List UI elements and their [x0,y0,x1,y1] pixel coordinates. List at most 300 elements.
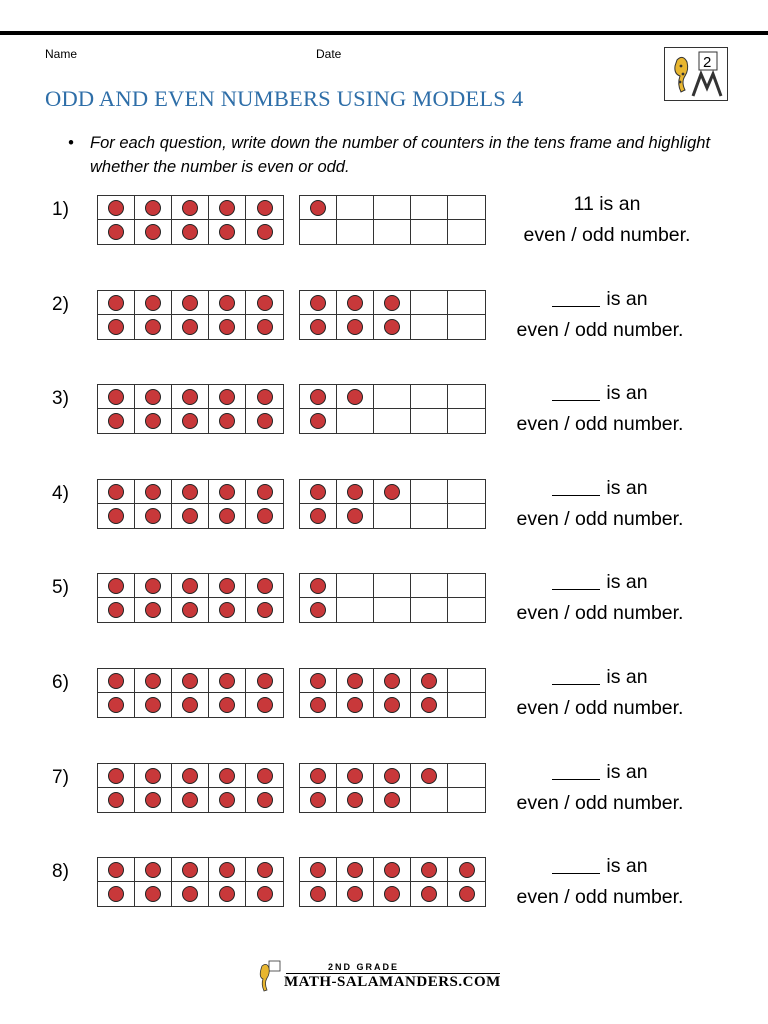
frame-cell [135,764,172,788]
instructions [68,131,738,179]
counter-dot [219,413,235,429]
answer-text [485,851,715,913]
frame-cell [209,315,246,339]
counter-dot [310,508,326,524]
counter-dot [108,224,124,240]
frame-cell [300,788,337,812]
frame-cell [209,574,246,598]
counter-dot [145,697,161,713]
counter-dot [459,886,475,902]
frame-cell [246,385,283,409]
counter-dot [108,578,124,594]
top-rule [0,31,768,35]
frame-cell [246,504,283,528]
answer-line-1 [485,378,715,409]
counter-dot [310,862,326,878]
counter-dot [384,792,400,808]
frame-cell [98,882,135,906]
frame-cell [411,291,448,315]
frame-cell [98,504,135,528]
frame-cell [246,669,283,693]
frame-cell [448,220,485,244]
question-number: 6) [52,672,69,693]
frame-cell [300,669,337,693]
frame-cell [337,788,374,812]
frame-cell [374,385,411,409]
counter-dot [310,389,326,405]
frame-cell [246,788,283,812]
answer-line-1 [492,189,722,220]
answer-blank[interactable] [552,855,600,874]
counter-dot [257,200,273,216]
frame-cell [300,882,337,906]
answer-text [492,189,722,251]
counter-dot [108,602,124,618]
frame-cell [411,882,448,906]
counter-dot [257,673,273,689]
counter-dot [145,578,161,594]
counter-dot [145,200,161,216]
counter-dot [219,792,235,808]
counter-dot [219,578,235,594]
counter-dot [219,768,235,784]
counter-dot [347,673,363,689]
frame-cell [300,291,337,315]
answer-line-2[interactable]: even / odd number. [516,886,684,908]
frame-cell [448,291,485,315]
frame-cell [411,788,448,812]
counter-dot [108,389,124,405]
counter-dot [257,295,273,311]
counter-dot [182,295,198,311]
counter-dot [182,792,198,808]
answer-line-1 [485,851,715,882]
frame-cell [172,669,209,693]
counter-dot [219,389,235,405]
bullet-icon: • [68,134,74,152]
answer-blank[interactable] [552,571,600,590]
frame-cell [135,598,172,622]
counter-dot [145,389,161,405]
answer-line-1-text: is an [606,382,648,404]
instructions-text: For each question, write down the number of counters in the tens frame and highlight whether the number is even or odd. [90,134,711,176]
frame-cell [172,220,209,244]
frame-cell [374,220,411,244]
frame-cell [300,858,337,882]
counter-dot [257,508,273,524]
ten-frame-first [97,857,284,907]
frame-cell [246,764,283,788]
counter-dot [384,484,400,500]
counter-dot [108,319,124,335]
frame-cell [300,598,337,622]
answer-line-2[interactable]: even / odd number. [516,792,684,814]
counter-dot [257,792,273,808]
answer-text [485,473,715,535]
frame-cell [135,315,172,339]
answer-line-1-text: is an [606,477,648,499]
frame-cell [209,788,246,812]
frame-cell [209,291,246,315]
frame-cell [172,598,209,622]
counter-dot [257,319,273,335]
answer-blank[interactable] [552,477,600,496]
counter-dot [257,768,273,784]
frame-cell [337,385,374,409]
ten-frame-second [299,384,486,434]
frame-cell [246,291,283,315]
counter-dot [182,862,198,878]
frame-cell [172,480,209,504]
frame-cell [374,764,411,788]
frame-cell [300,480,337,504]
answer-text [485,284,715,346]
counter-dot [145,862,161,878]
frame-cell [411,196,448,220]
question-number: 2) [52,294,69,315]
frame-cell [98,669,135,693]
frame-cell [98,764,135,788]
counter-dot [219,484,235,500]
svg-text:2: 2 [703,54,712,71]
frame-cell [98,196,135,220]
frame-cell [448,409,485,433]
frame-cell [246,480,283,504]
ten-frame-first [97,290,284,340]
frame-cell [374,882,411,906]
counter-dot [145,484,161,500]
frame-cell [300,693,337,717]
answer-line-2[interactable]: even / odd number. [516,508,684,530]
frame-cell [172,409,209,433]
frame-cell [337,598,374,622]
frame-cell [374,693,411,717]
frame-cell [374,574,411,598]
frame-cell [135,574,172,598]
ten-frame-first [97,384,284,434]
frame-cell [337,409,374,433]
frame-cell [172,764,209,788]
counter-dot [384,768,400,784]
frame-cell [411,574,448,598]
frame-cell [98,858,135,882]
frame-cell [374,788,411,812]
answer-blank[interactable] [552,761,600,780]
counter-dot [347,768,363,784]
counter-dot [219,224,235,240]
counter-dot [347,697,363,713]
question-number: 4) [52,483,69,504]
frame-cell [374,504,411,528]
frame-cell [172,788,209,812]
counter-dot [108,697,124,713]
answer-line-1-text: is an [606,761,648,783]
frame-cell [172,574,209,598]
counter-dot [347,862,363,878]
counter-dot [108,792,124,808]
counter-dot [219,200,235,216]
counter-dot [145,319,161,335]
frame-cell [411,693,448,717]
counter-dot [145,508,161,524]
counter-dot [182,413,198,429]
frame-cell [448,315,485,339]
frame-cell [98,693,135,717]
counter-dot [108,768,124,784]
counter-dot [310,578,326,594]
counter-dot [310,413,326,429]
answer-blank[interactable] [552,382,600,401]
frame-cell [337,574,374,598]
frame-cell [172,315,209,339]
frame-cell [300,574,337,598]
frame-cell [337,196,374,220]
counter-dot [219,886,235,902]
frame-cell [300,764,337,788]
ten-frame-first [97,668,284,718]
frame-cell [411,504,448,528]
frame-cell [135,788,172,812]
counter-dot [219,862,235,878]
answer-line-2[interactable]: even / odd number. [516,319,684,341]
answer-line-1 [485,662,715,693]
frame-cell [448,882,485,906]
frame-cell [448,788,485,812]
frame-cell [448,574,485,598]
frame-cell [209,669,246,693]
ten-frame-second [299,668,486,718]
frame-cell [337,858,374,882]
frame-cell [411,858,448,882]
answer-line-1-text: is an [606,571,648,593]
counter-dot [421,886,437,902]
counter-dot [257,413,273,429]
counter-dot [257,886,273,902]
counter-dot [310,886,326,902]
ten-frame-second [299,290,486,340]
counter-dot [108,862,124,878]
frame-cell [135,409,172,433]
counter-dot [219,295,235,311]
salamander-logo [664,47,728,101]
counter-dot [384,295,400,311]
question-number: 7) [52,767,69,788]
counter-dot [257,484,273,500]
counter-dot [310,484,326,500]
counter-dot [257,697,273,713]
counter-dot [310,768,326,784]
frame-cell [337,504,374,528]
frame-cell [300,504,337,528]
frame-cell [448,598,485,622]
counter-dot [347,886,363,902]
frame-cell [448,693,485,717]
frame-cell [411,480,448,504]
ten-frame-first [97,479,284,529]
counter-dot [421,673,437,689]
frame-cell [135,385,172,409]
frame-cell [209,196,246,220]
counter-dot [310,200,326,216]
frame-cell [448,504,485,528]
counter-dot [145,295,161,311]
answer-line-2[interactable]: even / odd number. [516,413,684,435]
counter-dot [257,862,273,878]
counter-dot [182,697,198,713]
answer-line-1-text: 11 is an [573,193,641,215]
frame-cell [246,220,283,244]
question-number: 1) [52,199,69,220]
frame-cell [411,409,448,433]
counter-dot [347,508,363,524]
counter-dot [182,673,198,689]
frame-cell [98,480,135,504]
frame-cell [135,858,172,882]
frame-cell [374,196,411,220]
frame-cell [172,196,209,220]
frame-cell [172,291,209,315]
salamander-icon [256,960,282,994]
answer-line-1 [485,473,715,504]
frame-cell [448,858,485,882]
frame-cell [98,291,135,315]
answer-blank[interactable] [552,666,600,685]
answer-line-2[interactable]: even / odd number. [516,697,684,719]
counter-dot [421,697,437,713]
frame-cell [374,480,411,504]
frame-cell [209,764,246,788]
answer-line-1 [485,757,715,788]
counter-dot [219,673,235,689]
frame-cell [374,669,411,693]
counter-dot [347,792,363,808]
counter-dot [108,508,124,524]
answer-line-1-text: is an [606,288,648,310]
frame-cell [172,882,209,906]
frame-cell [374,409,411,433]
counter-dot [182,484,198,500]
answer-line-1-text: is an [606,666,648,688]
frame-cell [246,882,283,906]
frame-cell [246,315,283,339]
answer-line-1-text: is an [606,855,648,877]
frame-cell [337,220,374,244]
answer-blank[interactable] [552,288,600,307]
counter-dot [421,768,437,784]
frame-cell [98,574,135,598]
counter-dot [182,602,198,618]
frame-cell [374,598,411,622]
counter-dot [182,768,198,784]
answer-line-2[interactable]: even / odd number. [516,602,684,624]
frame-cell [209,409,246,433]
frame-cell [246,693,283,717]
question-number: 3) [52,388,69,409]
counter-dot [145,224,161,240]
frame-cell [411,315,448,339]
frame-cell [172,693,209,717]
frame-cell [411,669,448,693]
frame-cell [411,598,448,622]
counter-dot [145,792,161,808]
frame-cell [337,882,374,906]
frame-cell [209,220,246,244]
frame-cell [135,669,172,693]
counter-dot [384,673,400,689]
counter-dot [310,602,326,618]
frame-cell [448,764,485,788]
frame-cell [337,480,374,504]
frame-cell [374,858,411,882]
counter-dot [182,578,198,594]
frame-cell [411,385,448,409]
counter-dot [257,389,273,405]
page-title: ODD AND EVEN NUMBERS USING MODELS 4 [45,86,524,111]
ten-frame-first [97,195,284,245]
frame-cell [246,598,283,622]
counter-dot [108,295,124,311]
counter-dot [347,389,363,405]
ten-frame-second [299,479,486,529]
footer-logo [256,960,504,996]
answer-line-1 [485,284,715,315]
frame-cell [374,315,411,339]
frame-cell [135,220,172,244]
counter-dot [145,413,161,429]
counter-dot [145,886,161,902]
frame-cell [98,220,135,244]
counter-dot [219,602,235,618]
answer-text [485,757,715,819]
footer-site: MATH-SALAMANDERS.COM [284,974,501,990]
frame-cell [246,196,283,220]
counter-dot [310,673,326,689]
answer-line-2[interactable]: even / odd number. [523,224,691,246]
frame-cell [246,409,283,433]
counter-dot [182,224,198,240]
ten-frame-second [299,763,486,813]
frame-cell [448,669,485,693]
counter-dot [384,697,400,713]
counter-dot [145,602,161,618]
ten-frame-second [299,573,486,623]
counter-dot [257,224,273,240]
counter-dot [384,319,400,335]
frame-cell [98,598,135,622]
frame-cell [98,788,135,812]
counter-dot [219,697,235,713]
counter-dot [347,295,363,311]
counter-dot [182,319,198,335]
counter-dot [182,389,198,405]
answer-text [485,567,715,629]
counter-dot [108,484,124,500]
counter-dot [219,319,235,335]
counter-dot [347,484,363,500]
answer-text [485,378,715,440]
frame-cell [337,315,374,339]
frame-cell [374,291,411,315]
frame-cell [246,574,283,598]
frame-cell [172,385,209,409]
counter-dot [310,792,326,808]
frame-cell [300,315,337,339]
frame-cell [98,315,135,339]
ten-frame-first [97,573,284,623]
answer-line-1 [485,567,715,598]
frame-cell [337,669,374,693]
counter-dot [145,768,161,784]
